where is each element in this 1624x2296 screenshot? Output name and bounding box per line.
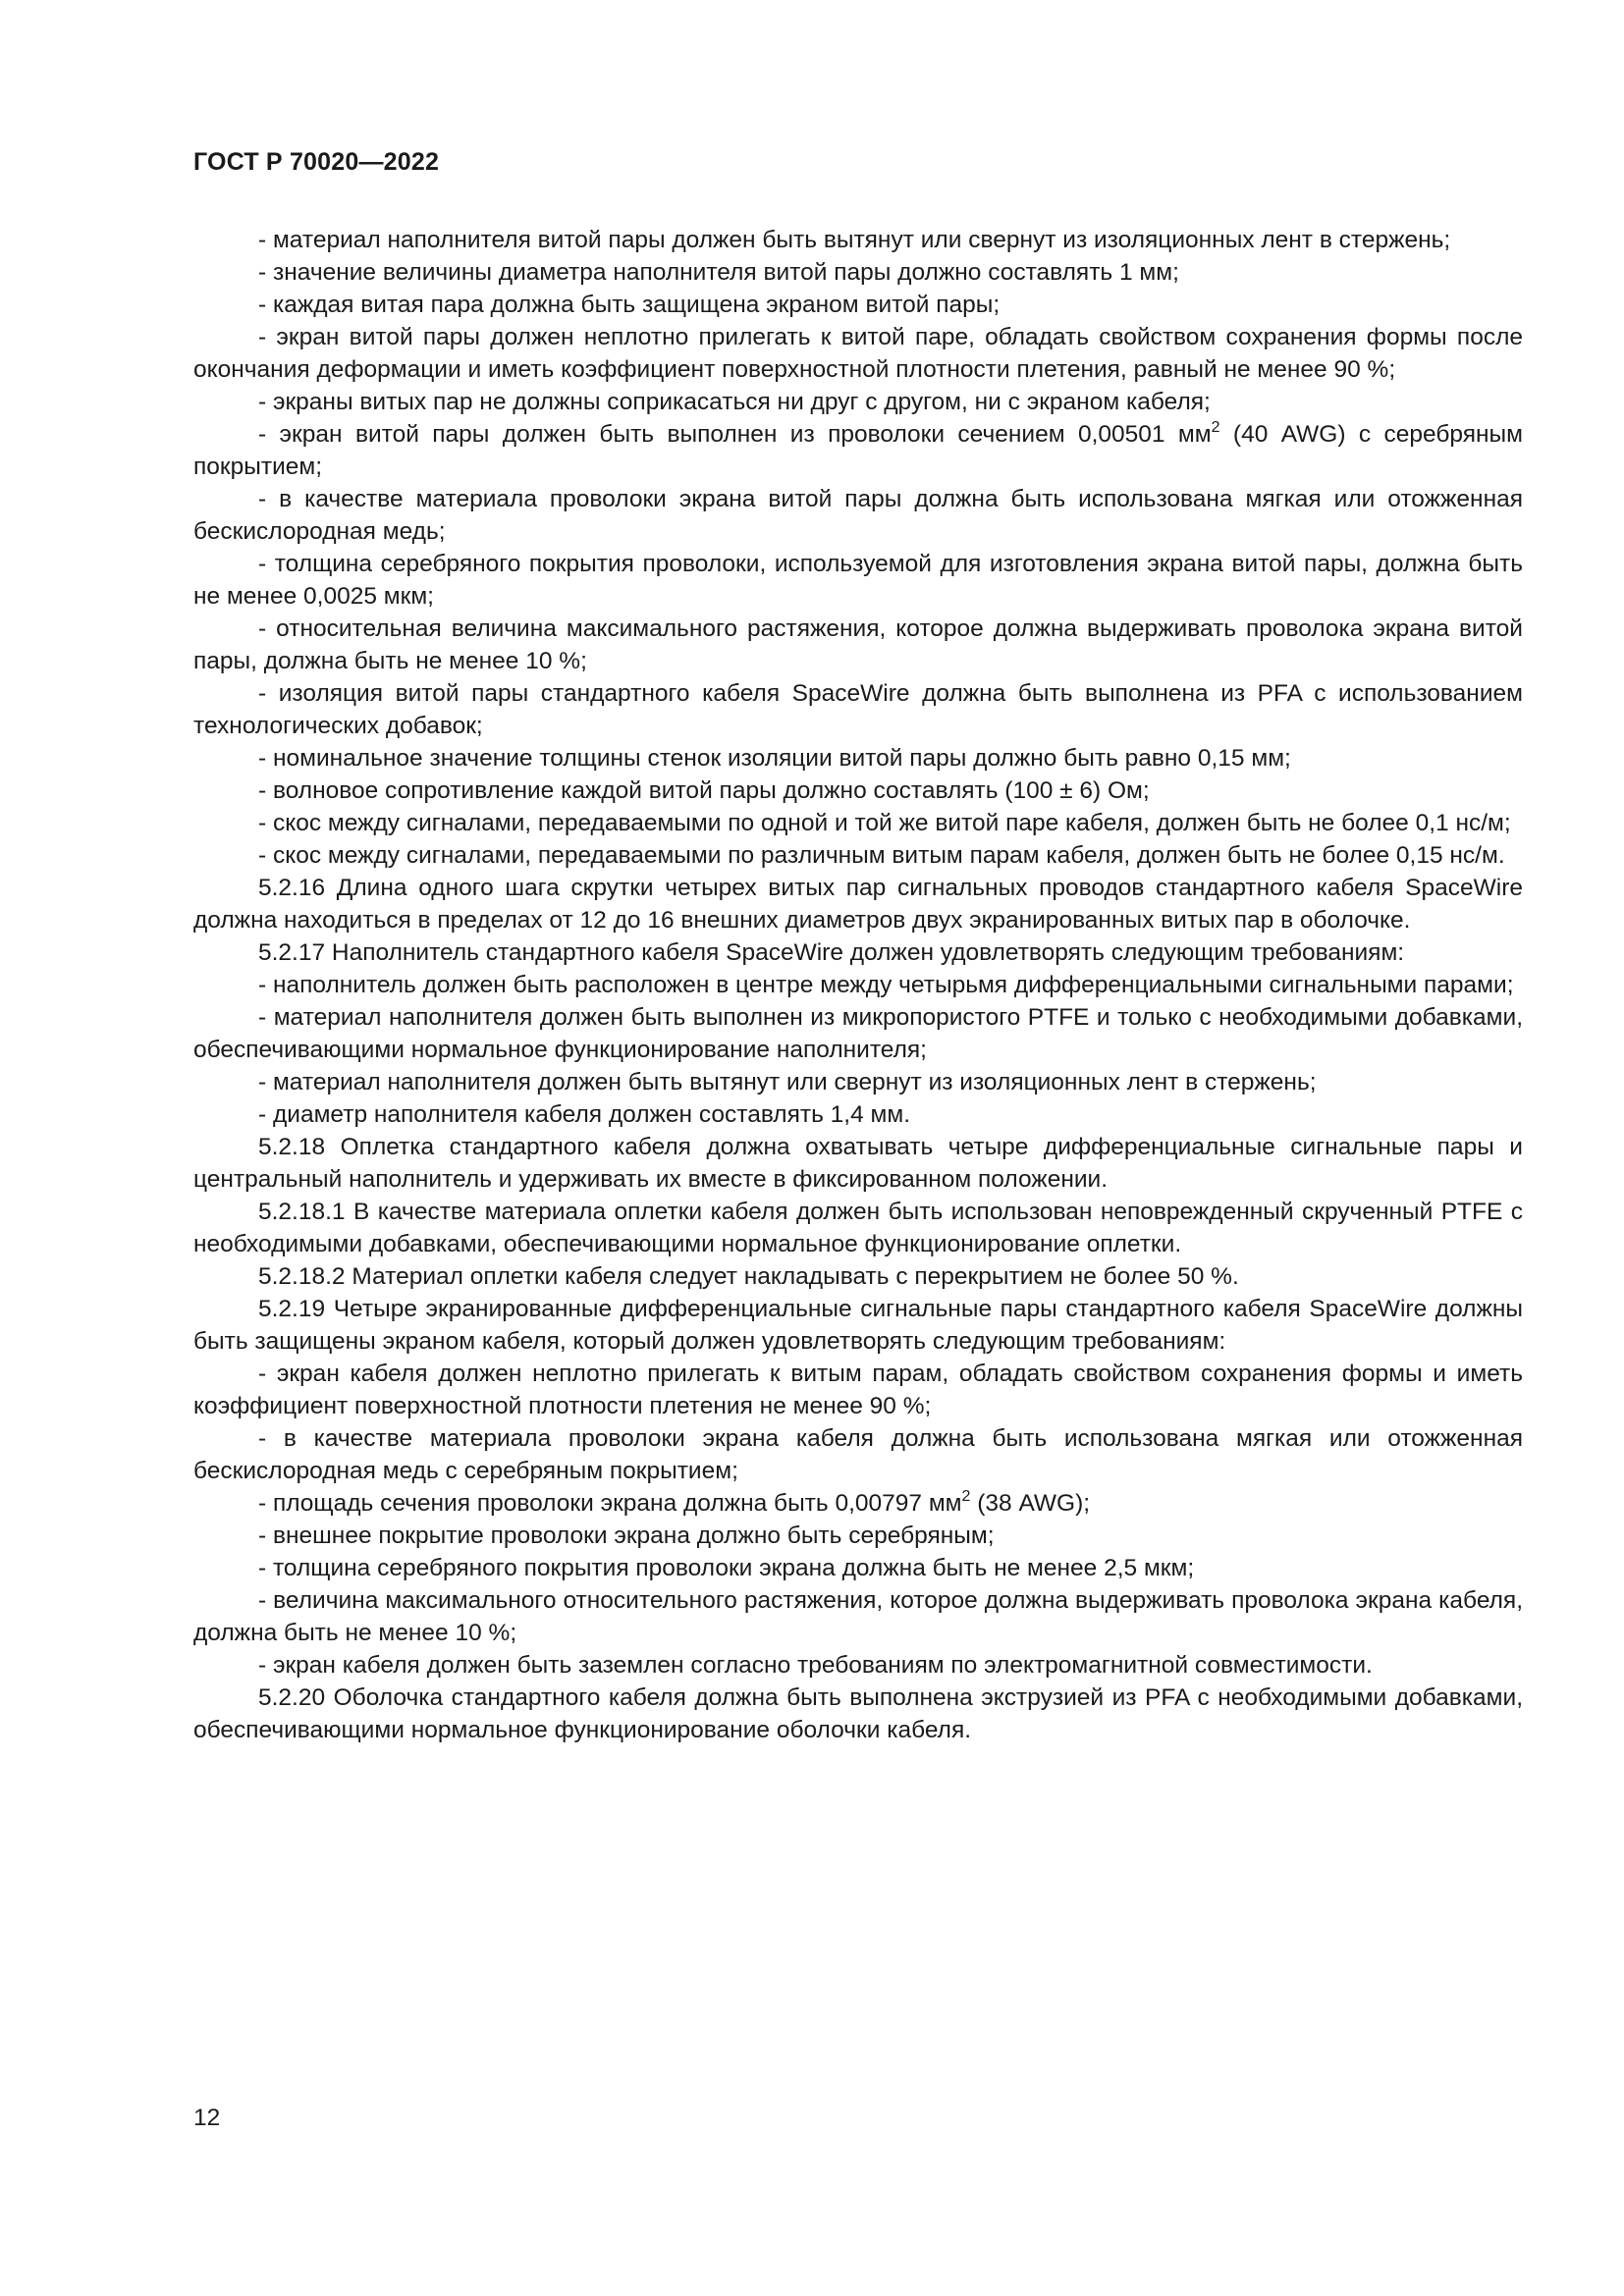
paragraph-text: - материал наполнителя витой пары должен быть вытянут или свернут из изоляционных лент в стержень; xyxy=(258,227,1451,253)
paragraph-text: 5.2.18.1 В качестве материала оплетки кабеля должен быть использован неповрежденный скрученный PTFE с необходимыми добавками, обеспечивающими нормальное функционирование оплетки. xyxy=(193,1199,1523,1257)
paragraph xyxy=(193,677,1523,742)
paragraph-text: - площадь сечения проволоки экрана должна быть 0,00797 мм xyxy=(258,1490,962,1517)
paragraph-text: 5.2.19 Четыре экранированные дифференциальные сигнальные пары стандартного кабеля SpaceWire должны быть защищены экраном кабеля, который должен удовлетворять следующим требованиям: xyxy=(193,1296,1523,1355)
paragraph xyxy=(193,321,1523,386)
paragraph-text: - материал наполнителя должен быть вытянут или свернут из изоляционных лент в стержень; xyxy=(258,1069,1317,1095)
paragraph-text-tail: (38 AWG); xyxy=(970,1490,1091,1517)
paragraph xyxy=(193,548,1523,613)
paragraph xyxy=(193,742,1523,774)
paragraph xyxy=(193,1293,1523,1358)
paragraph-text: - экраны витых пар не должны соприкасаться ни друг с другом, ни с экраном кабеля; xyxy=(258,389,1211,415)
paragraph-text: - величина максимального относительного растяжения, которое должна выдерживать проволока экрана кабеля, должна быть не менее 10 %; xyxy=(193,1587,1523,1646)
paragraph xyxy=(193,418,1523,483)
paragraph xyxy=(193,807,1523,839)
paragraph-text: - изоляция витой пары стандартного кабеля SpaceWire должна быть выполнена из PFA с использованием технологических добавок; xyxy=(193,680,1523,739)
paragraph-text: 5.2.18.2 Материал оплетки кабеля следует накладывать с перекрытием не более 50 %. xyxy=(258,1263,1239,1290)
paragraph xyxy=(193,1487,1523,1520)
paragraph-text: - внешнее покрытие проволоки экрана должно быть серебряным; xyxy=(258,1522,995,1549)
paragraph xyxy=(193,1066,1523,1098)
paragraph-text: - материал наполнителя должен быть выполнен из микропористого PTFE и только с необходимыми добавками, обеспечивающими нормальное функционирование наполнителя; xyxy=(193,1004,1523,1063)
paragraph-text: - скос между сигналами, передаваемыми по одной и той же витой паре кабеля, должен быть не более 0,1 нс/м; xyxy=(258,810,1511,836)
document-header: ГОСТ Р 70020—2022 xyxy=(193,148,440,176)
paragraph xyxy=(193,1422,1523,1487)
paragraph-text: - скос между сигналами, передаваемыми по различным витым парам кабеля, должен быть не более 0,15 нс/м. xyxy=(258,842,1505,869)
paragraph xyxy=(193,969,1523,1001)
paragraph-text: - в качестве материала проволоки экрана витой пары должна быть использована мягкая или отожженная бескислородная медь; xyxy=(193,486,1523,545)
paragraph xyxy=(193,386,1523,418)
paragraph xyxy=(193,936,1523,969)
paragraph-text: 5.2.17 Наполнитель стандартного кабеля SpaceWire должен удовлетворять следующим требованиям: xyxy=(258,939,1405,966)
paragraph-text: - наполнитель должен быть расположен в центре между четырьмя дифференциальными сигнальными парами; xyxy=(258,972,1514,998)
paragraph xyxy=(193,1552,1523,1584)
paragraph-text: - толщина серебряного покрытия проволоки экрана должна быть не менее 2,5 мкм; xyxy=(258,1555,1195,1581)
paragraph xyxy=(193,483,1523,548)
paragraph xyxy=(193,1131,1523,1196)
paragraph-text: - в качестве материала проволоки экрана кабеля должна быть использована мягкая или отожженная бескислородная медь с серебряным покрытием; xyxy=(193,1425,1523,1484)
paragraph-text-tail: (40 AWG) с серебряным покрытием; xyxy=(193,421,1523,480)
paragraph xyxy=(193,1682,1523,1746)
paragraph-text: - экран кабеля должен неплотно прилегать к витым парам, обладать свойством сохранения формы и иметь коэффициент поверхностной плотности плетения не менее 90 %; xyxy=(193,1361,1523,1419)
paragraph xyxy=(193,224,1523,256)
paragraph-text: - диаметр наполнителя кабеля должен составлять 1,4 мм. xyxy=(258,1101,911,1128)
paragraph-text: - волновое сопротивление каждой витой пары должно составлять (100 ± 6) Ом; xyxy=(258,777,1150,804)
paragraph xyxy=(193,1260,1523,1293)
paragraph xyxy=(193,1098,1523,1131)
document-body xyxy=(193,224,1523,1746)
paragraph xyxy=(193,839,1523,872)
paragraph xyxy=(193,1520,1523,1552)
paragraph xyxy=(193,1584,1523,1649)
paragraph-text: - каждая витая пара должна быть защищена экраном витой пары; xyxy=(258,292,1001,318)
paragraph-text: - номинальное значение толщины стенок изоляции витой пары должно быть равно 0,15 мм; xyxy=(258,745,1291,772)
paragraph xyxy=(193,613,1523,677)
paragraph xyxy=(193,289,1523,321)
superscript: 2 xyxy=(961,1488,971,1505)
paragraph-text: - экран витой пары должен неплотно прилегать к витой паре, обладать свойством сохранения формы после окончания деформации и иметь коэффициент поверхностной плотности плетения, равный не менее 90 %; xyxy=(193,324,1523,383)
paragraph-text: 5.2.18 Оплетка стандартного кабеля должна охватывать четыре дифференциальные сигнальные пары и центральный наполнитель и удерживать их вместе в фиксированном положении. xyxy=(193,1134,1523,1193)
paragraph xyxy=(193,774,1523,807)
paragraph-text: - экран витой пары должен быть выполнен из проволоки сечением 0,00501 мм xyxy=(258,421,1212,448)
paragraph xyxy=(193,1196,1523,1260)
paragraph-text: - относительная величина максимального растяжения, которое должна выдерживать проволока экрана витой пары, должна быть не менее 10 %; xyxy=(193,615,1523,674)
superscript: 2 xyxy=(1211,419,1220,436)
paragraph-text: 5.2.20 Оболочка стандартного кабеля должна быть выполнена экструзией из PFA с необходимыми добавками, обеспечивающими нормальное функционирование оболочки кабеля. xyxy=(193,1684,1523,1743)
paragraph xyxy=(193,1649,1523,1682)
paragraph xyxy=(193,1001,1523,1066)
paragraph-text: - толщина серебряного покрытия проволоки, используемой для изготовления экрана витой пары, должна быть не менее 0,0025 мкм; xyxy=(193,551,1523,610)
paragraph xyxy=(193,1358,1523,1422)
paragraph xyxy=(193,872,1523,936)
paragraph-text: - значение величины диаметра наполнителя витой пары должно составлять 1 мм; xyxy=(258,259,1179,286)
page-number: 12 xyxy=(193,2105,221,2131)
paragraph xyxy=(193,256,1523,289)
paragraph-text: - экран кабеля должен быть заземлен согласно требованиям по электромагнитной совместимости. xyxy=(258,1652,1373,1679)
paragraph-text: 5.2.16 Длина одного шага скрутки четырех витых пар сигнальных проводов стандартного кабеля SpaceWire должна находиться в пределах от 12 до 16 внешних диаметров двух экранированных витых пар в оболочке. xyxy=(193,875,1523,934)
